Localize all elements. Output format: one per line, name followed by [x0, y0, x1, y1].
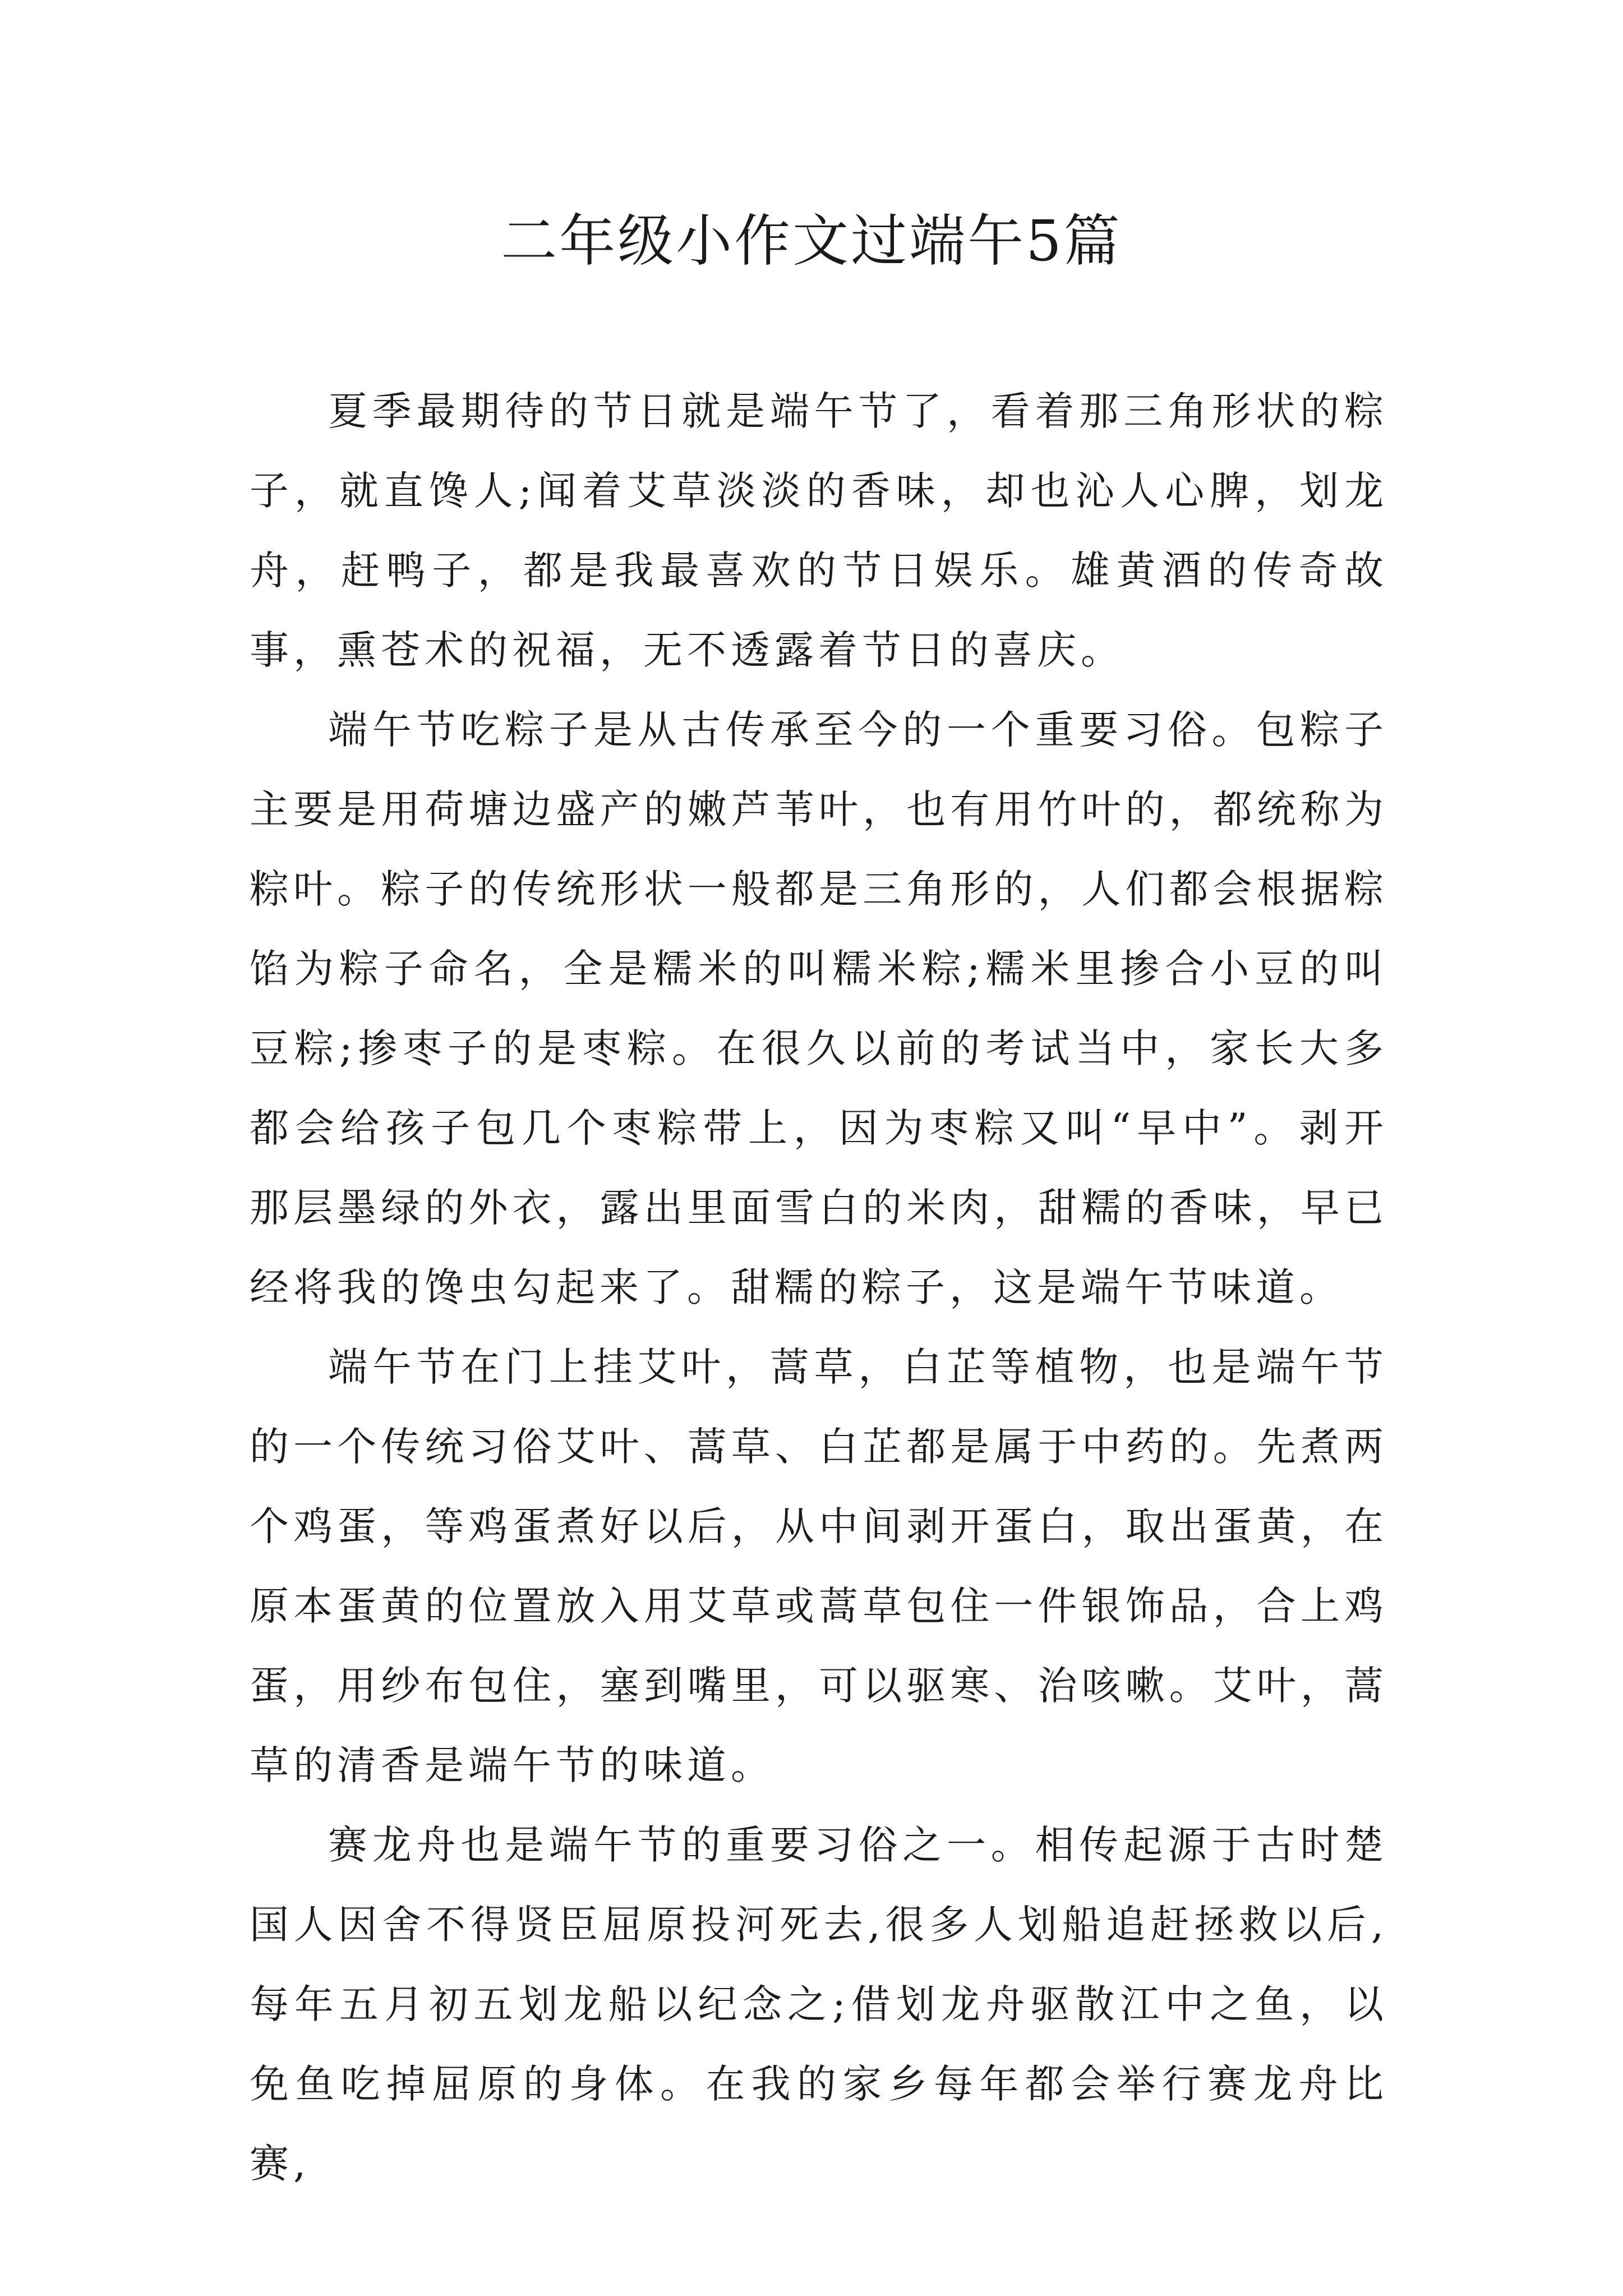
document-body — [250, 371, 1388, 2203]
paragraph-1: 夏季最期待的节日就是端午节了，看着那三角形状的粽子，就直馋人;闻着艾草淡淡的香味，却也沁人心脾，划龙舟，赶鸭子，都是我最喜欢的节日娱乐。雄黄酒的传奇故事，熏苍术的祝福，无不透露着节日的喜庆。 — [250, 388, 1388, 673]
paragraph-2: 端午节吃粽子是从古传承至今的一个重要习俗。包粽子主要是用荷塘边盛产的嫩芦苇叶，也有用竹叶的，都统称为粽叶。粽子的传统形状一般都是三角形的，人们都会根据粽馅为粽子命名，全是糯米的叫糯米粽;糯米里掺合小豆的叫豆粽;掺枣子的是枣粽。在很久以前的考试当中，家长大多都会给孩子包几个枣粽带上，因为枣粽又叫“早中”。剥开那层墨绿的外衣，露出里面雪白的米肉，甜糯的香味，早已经将我的馋虫勾起来了。甜糯的粽子，这是端午节味道。 — [250, 707, 1388, 1310]
document-title: 二年级小作文过端午5篇 — [501, 208, 1122, 274]
paragraph-3: 端午节在门上挂艾叶，蒿草，白芷等植物，也是端午节的一个传统习俗艾叶、蒿草、白芷都是属于中药的。先煮两个鸡蛋，等鸡蛋煮好以后，从中间剥开蛋白，取出蛋黄，在原本蛋黄的位置放入用艾草或蒿草包住一件银饰品，合上鸡蛋，用纱布包住，塞到嘴里，可以驱寒、治咳嗽。艾叶，蒿草的清香是端午节的味道。 — [250, 1344, 1388, 1788]
paragraph-4: 赛龙舟也是端午节的重要习俗之一。相传起源于古时楚国人因舍不得贤臣屈原投河死去,很多人划船追赶拯救以后,每年五月初五划龙船以纪念之;借划龙舟驱散江中之鱼，以免鱼吃掉屈原的身体。在我的家乡每年都会举行赛龙舟比赛, — [250, 1822, 1388, 2187]
